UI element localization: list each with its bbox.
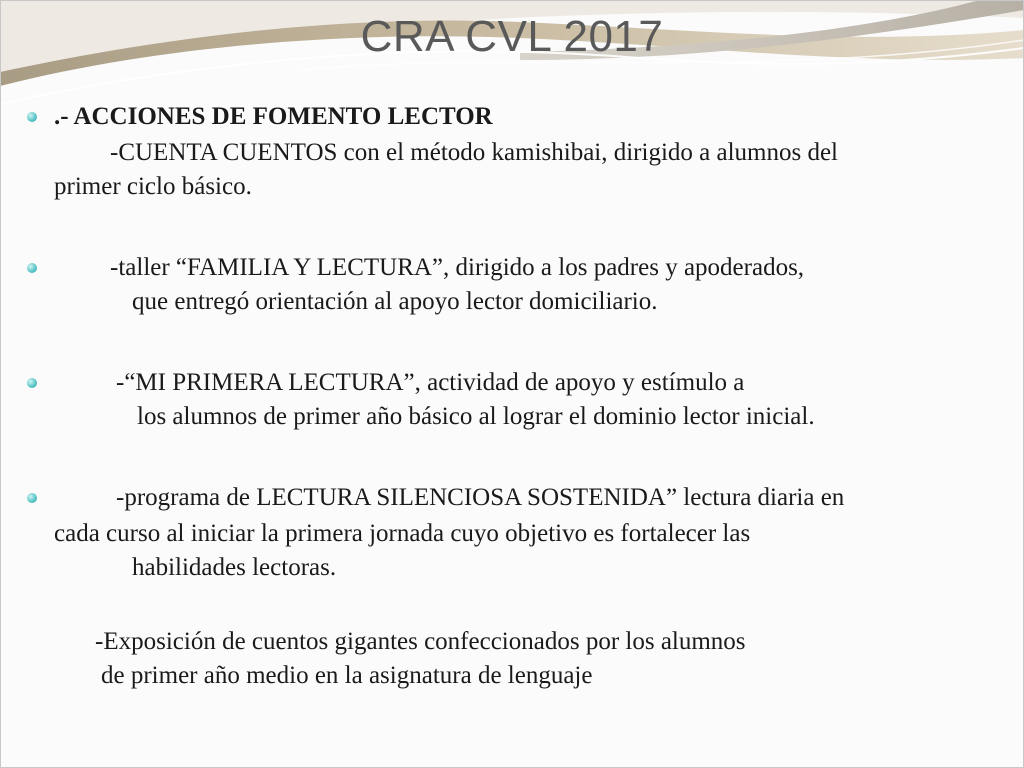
bullet-4-line-1: -programa de LECTURA SILENCIOSA SOSTENIDA” lectura diaria en xyxy=(116,484,845,511)
bullet-3-line-1: -“MI PRIMERA LECTURA”, actividad de apoyo y estímulo a xyxy=(116,369,745,396)
bullet-4-marker xyxy=(27,493,37,503)
bullet-1-line-2: primer ciclo básico. xyxy=(54,173,252,200)
bullet-1-marker xyxy=(27,112,37,122)
bullet-1-line-1: -CUENTA CUENTOS con el método kamishibai, dirigido a alumnos del xyxy=(110,139,839,166)
bullet-1-heading: .- ACCIONES DE FOMENTO LECTOR xyxy=(54,103,493,130)
bullet-4-line-3: habilidades lectoras. xyxy=(132,554,337,581)
bullet-2-line-1: -taller “FAMILIA Y LECTURA”, dirigido a los padres y apoderados, xyxy=(110,254,805,281)
extra-paragraph-line-1: -Exposición de cuentos gigantes confeccionados por los alumnos xyxy=(95,628,746,655)
bullet-4-line-2: cada curso al iniciar la primera jornada cuyo objetivo es fortalecer las xyxy=(54,520,751,547)
bullet-3-marker xyxy=(27,378,37,388)
slide-title: CRA CVL 2017 xyxy=(360,12,664,61)
bullet-2-marker xyxy=(27,263,37,273)
bullet-2-line-2: que entregó orientación al apoyo lector domiciliario. xyxy=(132,288,658,315)
extra-paragraph-line-2: de primer año medio en la asignatura de lenguaje xyxy=(101,662,593,689)
bullet-3-line-2: los alumnos de primer año básico al lograr el dominio lector inicial. xyxy=(137,403,815,430)
